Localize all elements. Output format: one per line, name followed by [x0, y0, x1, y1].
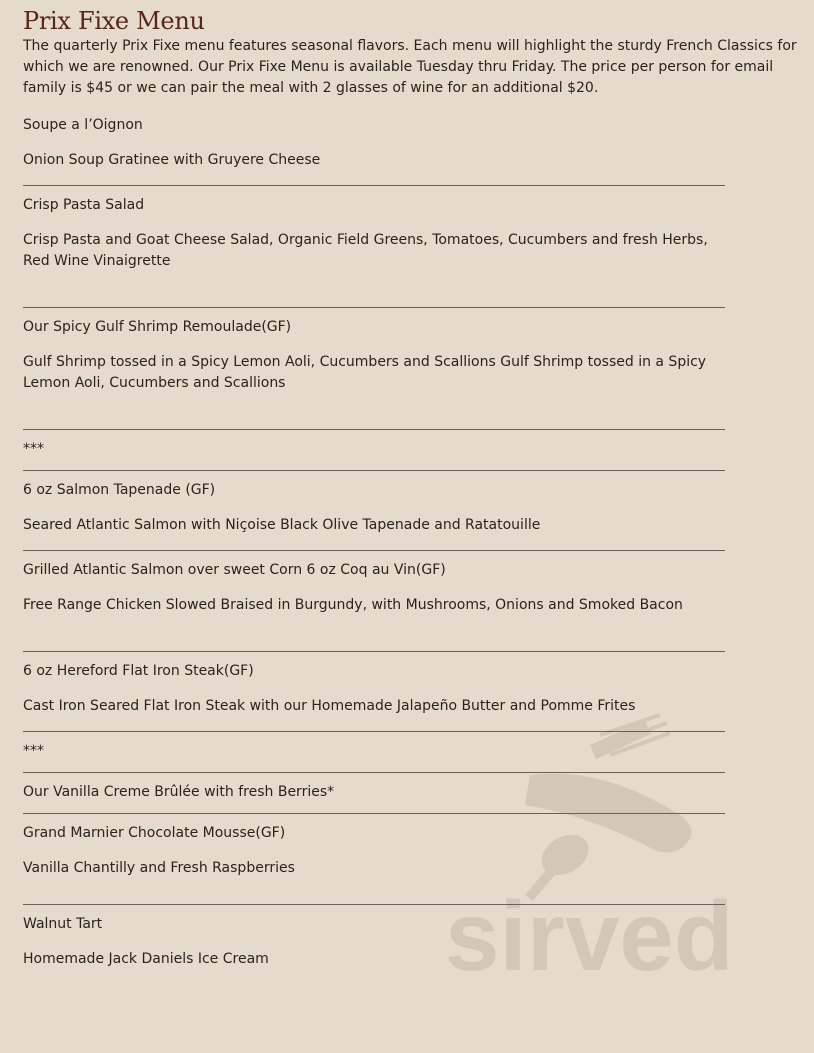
menu-item-desc: Cast Iron Seared Flat Iron Steak with our Homemade Jalapeño Butter and Pomme Frites — [23, 698, 636, 714]
menu-item-desc: Vanilla Chantilly and Fresh Raspberries — [23, 860, 295, 876]
menu-item-name: 6 oz Salmon Tapenade (GF) — [23, 482, 216, 498]
menu-page — [23, 6, 803, 970]
menu-item-name: Walnut Tart — [23, 916, 103, 932]
page-title: Prix Fixe Menu — [23, 7, 205, 35]
menu-item-desc: Homemade Jack Daniels Ice Cream — [23, 951, 269, 967]
menu-item-name: Grand Marnier Chocolate Mousse(GF) — [23, 825, 286, 841]
intro-text: The quarterly Prix Fixe menu features seasonal flavors. Each menu will highlight the sturdy French Classics for which we are renowned. Our Prix Fixe Menu is available Tuesday thru Friday. The price per person for email family is $45 or we can pair the meal with 2 glasses of wine for an additional $20. — [23, 38, 797, 96]
menu-item-desc: Free Range Chicken Slowed Braised in Burgundy, with Mushrooms, Onions and Smoked Bacon — [23, 597, 683, 613]
menu-list — [23, 105, 725, 970]
menu-item-desc: Crisp Pasta and Goat Cheese Salad, Organic Field Greens, Tomatoes, Cucumbers and fresh Herbs, Red Wine Vinaigrette — [23, 232, 708, 269]
menu-item-name: Our Spicy Gulf Shrimp Remoulade(GF) — [23, 319, 292, 335]
menu-item-desc: Onion Soup Gratinee with Gruyere Cheese — [23, 152, 321, 168]
menu-item-desc: Gulf Shrimp tossed in a Spicy Lemon Aoli, Cucumbers and Scallions Gulf Shrimp tossed in a Spicy Lemon Aoli, Cucumbers and Scallions — [23, 354, 707, 391]
menu-item-name: Grilled Atlantic Salmon over sweet Corn 6 oz Coq au Vin(GF) — [23, 562, 446, 578]
watermark-text: sirved — [445, 881, 734, 985]
menu-item-name: 6 oz Hereford Flat Iron Steak(GF) — [23, 663, 254, 679]
menu-item-desc: Seared Atlantic Salmon with Niçoise Black Olive Tapenade and Ratatouille — [23, 517, 541, 533]
menu-item-name: Crisp Pasta Salad — [23, 197, 145, 213]
menu-item-name: Soupe a l’Oignon — [23, 117, 143, 133]
menu-item-name: Our Vanilla Creme Brûlée with fresh Berries* — [23, 784, 335, 800]
course-separator: *** — [23, 743, 44, 759]
course-separator: *** — [23, 441, 44, 457]
